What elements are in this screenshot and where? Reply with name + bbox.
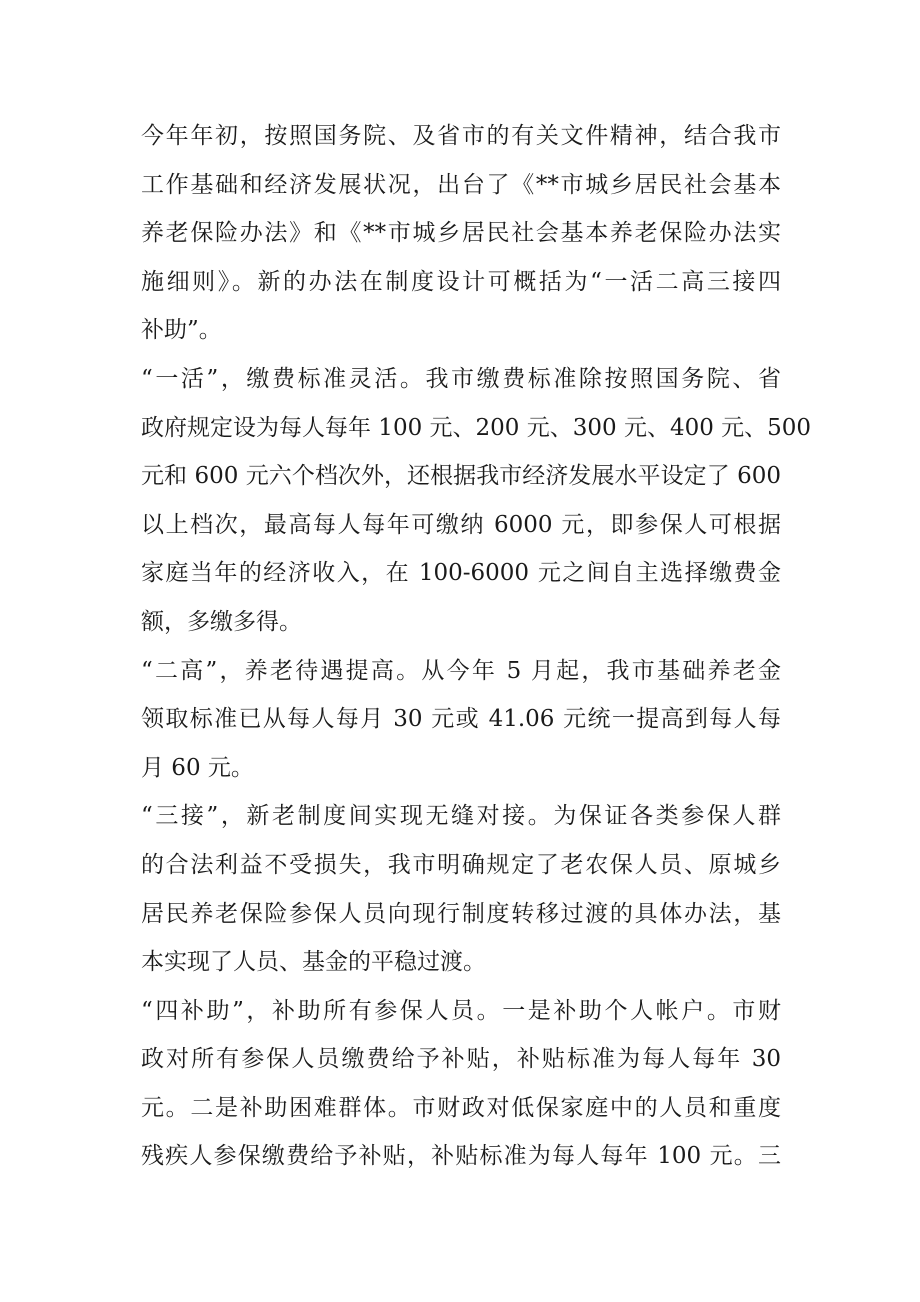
paragraph (141, 647, 781, 793)
text-line: 元和 600 元六个档次外，还根据我市经济发展水平设定了 600 (141, 463, 781, 490)
text-line: “二高”，养老待遇提高。从今年 5 月起，我市基础养老金 (141, 657, 781, 684)
text-line: “三接”，新老制度间实现无缝对接。为保证各类参保人群 (141, 803, 781, 830)
text-line: 本实现了人员、基金的平稳过渡。 (141, 949, 486, 976)
text-line: 额，多缴多得。 (141, 608, 302, 635)
text-line: 居民养老保险参保人员向现行制度转移过渡的具体办法，基 (141, 900, 781, 927)
text-line: 工作基础和经济发展状况，出台了《**市城乡居民社会基本 (141, 171, 781, 198)
text-line: 元。二是补助困难群体。市财政对低保家庭中的人员和重度 (141, 1094, 781, 1121)
paragraph (141, 987, 781, 1181)
text-line: 补助”。 (141, 317, 222, 344)
text-line: 家庭当年的经济收入，在 100-6000 元之间自主选择缴费金 (141, 560, 781, 587)
text-line: 施细则》。新的办法在制度设计可概括为“一活二高三接四 (141, 268, 781, 295)
text-line: 养老保险办法》和《**市城乡居民社会基本养老保险办法实 (141, 220, 781, 247)
paragraph (141, 792, 781, 986)
text-line: “四补助”，补助所有参保人员。一是补助个人帐户。市财 (141, 997, 781, 1024)
text-line: 残疾人参保缴费给予补贴，补贴标准为每人每年 100 元。三 (141, 1143, 781, 1170)
text-line: 政对所有参保人员缴费给予补贴，补贴标准为每人每年 30 (141, 1046, 781, 1073)
text-line: 月 60 元。 (141, 754, 254, 781)
document-body (141, 112, 812, 1181)
text-line: “一活”，缴费标准灵活。我市缴费标准除按照国务院、省 (141, 365, 781, 392)
text-line: 政府规定设为每人每年 100 元、200 元、300 元、400 元、500 (141, 414, 812, 441)
paragraph (141, 112, 781, 355)
text-line: 领取标准已从每人每月 30 元或 41.06 元统一提高到每人每 (141, 706, 781, 733)
text-line: 今年年初，按照国务院、及省市的有关文件精神，结合我市 (141, 123, 781, 149)
paragraph (141, 355, 812, 647)
text-line: 的合法利益不受损失，我市明确规定了老农保人员、原城乡 (141, 851, 781, 878)
text-line: 以上档次，最高每人每年可缴纳 6000 元，即参保人可根据 (141, 511, 781, 538)
